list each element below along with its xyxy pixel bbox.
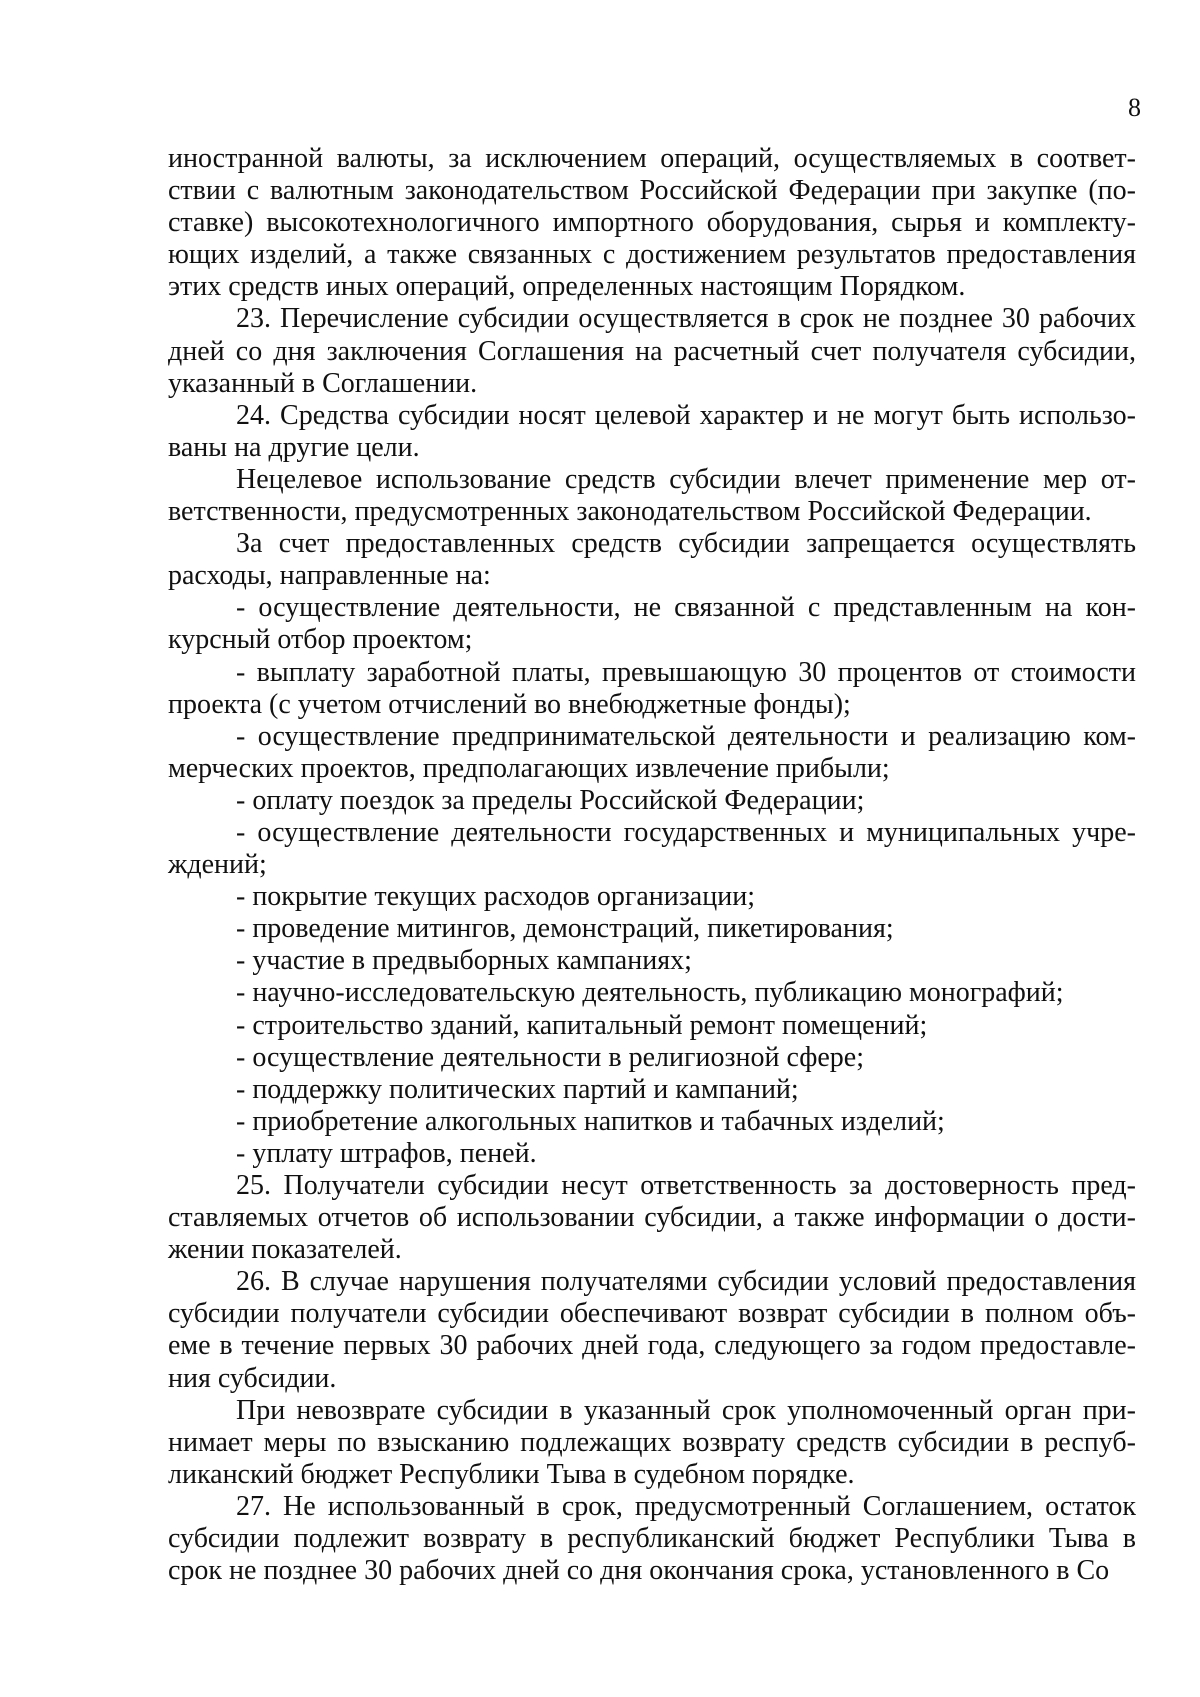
list-item: - осуществление деятельности государственных и муниципальных учреждений; [168, 816, 1136, 881]
list-item: - участие в предвыборных кампаниях; [236, 945, 692, 977]
paragraph-25: 25. Получатели субсидии несут ответственность за достоверность представляемых отчетов об использовании субсидии, а также информации о достижении показателей. [168, 1170, 1136, 1266]
list-item: - покрытие текущих расходов организации; [236, 881, 755, 913]
list-item: - проведение митингов, демонстраций, пикетирования; [236, 913, 894, 945]
paragraph-prohibited-expenses-intro: За счет предоставленных средств субсидии запрещается осуществлять расходы, направленные на: [168, 528, 1136, 592]
list-item: - выплату заработной платы, превышающую 30 процентов от стоимости проекта (с учетом отчислений во внебюджетные фонды); [168, 656, 1136, 720]
paragraph-27: 27. Не использованный в срок, предусмотренный Соглашением, остаток субсидии подлежит возврату в республиканский бюджет Республики Тыва в срок не позднее 30 рабочих дней со дня окончания срока, установленного в Со [168, 1490, 1136, 1587]
list-item: - оплату поездок за пределы Российской Федерации; [236, 784, 865, 816]
page-number: 8 [1128, 93, 1141, 122]
paragraph-currency-continuation: иностранной валюты, за исключением операций, осуществляемых в соответствии с валютным законодательством Российской Федерации при закупке (поставке) высокотехнологичного импортного оборудования, сырья и комплектующих изделий, а также связанных с достижением результатов предоставления этих средств иных операций, определенных настоящим Порядком. [168, 143, 1136, 303]
list-item: - осуществление деятельности в религиозной сфере; [236, 1041, 865, 1073]
list-item: - уплату штрафов, пеней. [236, 1137, 537, 1169]
paragraph-24: 24. Средства субсидии носят целевой характер и не могут быть использованы на другие цели. [168, 399, 1136, 463]
list-item: - осуществление деятельности, не связанной с представленным на конкурсный отбор проектом; [168, 592, 1136, 656]
paragraph-23: 23. Перечисление субсидии осуществляется в срок не позднее 30 рабочих дней со дня заключения Соглашения на расчетный счет получателя субсидии, указанный в Соглашении. [168, 303, 1136, 399]
list-item: - строительство зданий, капитальный ремонт помещений; [236, 1009, 928, 1041]
document-body [168, 143, 1136, 1587]
list-item: - поддержку политических партий и кампаний; [236, 1073, 799, 1105]
list-item: - научно-исследовательскую деятельность, публикацию монографий; [236, 977, 1064, 1009]
paragraph-misuse-liability: Нецелевое использование средств субсидии влечет применение мер ответственности, предусмотренных законодательством Российской Федерации. [168, 463, 1136, 528]
list-item: - приобретение алкогольных напитков и табачных изделий; [236, 1105, 945, 1137]
paragraph-non-return-measures: При невозврате субсидии в указанный срок уполномоченный орган принимает меры по взысканию подлежащих возврату средств субсидии в республиканский бюджет Республики Тыва в судебном порядке. [168, 1394, 1136, 1490]
list-item: - осуществление предпринимательской деятельности и реализацию коммерческих проектов, предполагающих извлечение прибыли; [168, 720, 1136, 784]
paragraph-26: 26. В случае нарушения получателями субсидии условий предоставления субсидии получатели субсидии обеспечивают возврат субсидии в полном объеме в течение первых 30 рабочих дней года, следующего за годом предоставления субсидии. [168, 1266, 1136, 1394]
